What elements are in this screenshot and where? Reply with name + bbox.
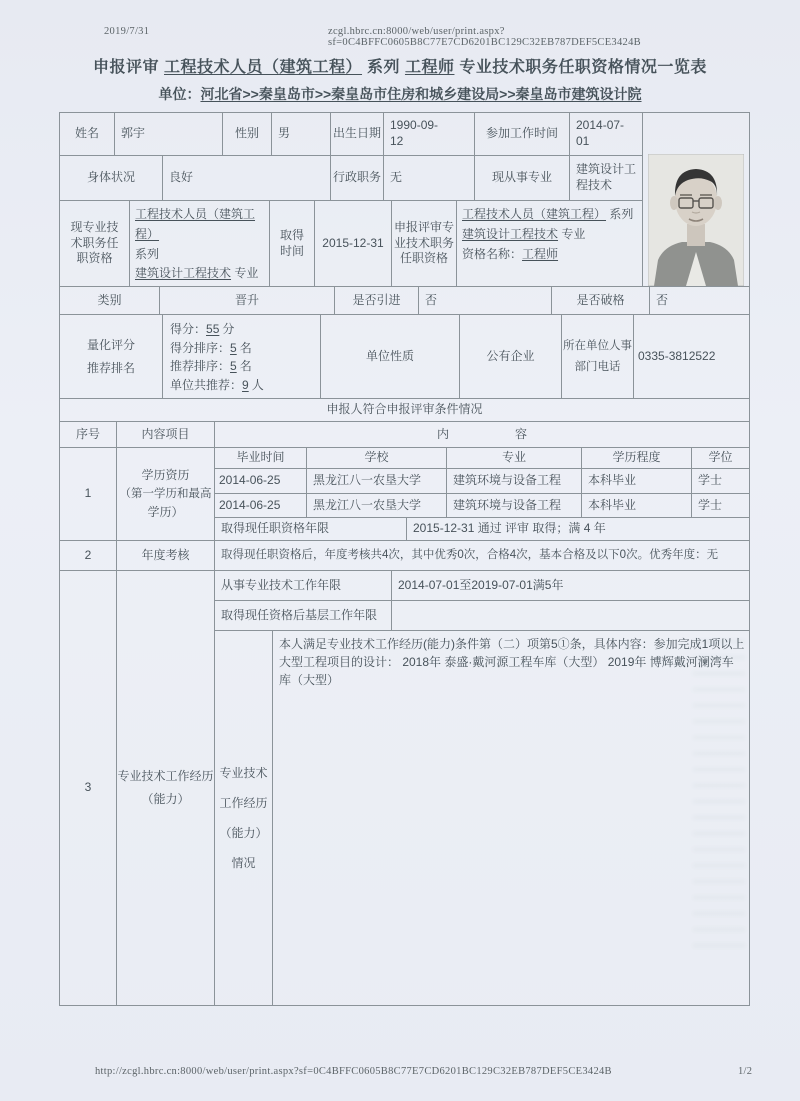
assessment-seq: 2 (60, 541, 117, 571)
score-order-line: 得分排序：5 名 (170, 340, 252, 355)
import-label: 是否引进 (335, 287, 419, 315)
portrait-image (648, 154, 744, 286)
work-start-label: 参加工作时间 (475, 113, 570, 156)
edu-header-degree: 学位 (692, 448, 750, 469)
apply-qualification-value: 工程技术人员（建筑工程） 系列 建筑设计工程技术 专业 资格名称：工程师 (457, 201, 643, 287)
edu-header-grad-date: 毕业时间 (215, 448, 307, 469)
seq-column-header: 序号 (60, 422, 117, 448)
unit-label: 单位： (158, 86, 201, 102)
print-page-number: 1/2 (738, 1066, 753, 1077)
assessment-content: 取得现任职资格后，年度考核共4次，其中优秀0次，合格4次，基本合格及以下0次。优秀年度：无 (215, 541, 750, 571)
exception-label: 是否破格 (552, 287, 650, 315)
edu-major: 建筑环境与设备工程 (447, 494, 582, 518)
obtain-time-value: 2015-12-31 (315, 201, 392, 287)
title-prefix: 申报评审 (93, 59, 160, 76)
unit-type-value: 公有企业 (460, 315, 562, 399)
section-header: 申报人符合申报评审条件情况 (60, 399, 750, 422)
qualification-form-table (59, 112, 750, 1006)
hr-phone-value: 0335-3812522 (634, 315, 750, 399)
print-footer-url: http://zcgl.hbrc.cn:8000/web/user/print.aspx?sf=0C4BFFC0605B8C77E7CD6201BC129C32EB787DEF5CE3424B (95, 1066, 612, 1077)
current-major-value: 建筑设计工程技术 (570, 156, 643, 201)
unit-path: 河北省>>秦皇岛市>>秦皇岛市住房和城乡建设局>>秦皇岛市建筑设计院 (200, 86, 642, 102)
health-value: 良好 (163, 156, 331, 201)
education-item-label: 学历资历 （第一学历和最高 学历） (117, 448, 215, 541)
title-series: 工程技术人员（建筑工程） (164, 59, 363, 76)
experience-item-label: 专业技术工作经历 （能力） (117, 571, 215, 1006)
edu-degree: 学士 (692, 469, 750, 494)
title-series-suffix: 系列 (366, 59, 400, 76)
name-value: 郭宇 (115, 113, 223, 156)
edu-school: 黑龙江八一农垦大学 (307, 469, 447, 494)
assessment-item-label: 年度考核 (117, 541, 215, 571)
work-years-value: 2014-07-01至2019-07-01满5年 (392, 571, 750, 601)
category-value: 晋升 (160, 287, 335, 315)
score-rank-label: 量化评分推荐排名 (60, 315, 163, 399)
edu-header-degree-level: 学历程度 (582, 448, 692, 469)
applicant-photo (643, 113, 750, 287)
table-row (215, 494, 750, 518)
work-start-value: 2014-07-01 (570, 113, 643, 156)
health-label: 身体状况 (60, 156, 163, 201)
recommend-order-line: 推荐排序：5 名 (170, 359, 252, 373)
score-line: 得分：55 分 (170, 322, 235, 336)
current-major-label: 现从事专业 (475, 156, 570, 201)
content-column-header: 内容 (215, 422, 750, 448)
score-rank-values (163, 315, 321, 399)
title-rank: 工程师 (404, 59, 455, 76)
experience-detail-label: 专业技术 工作经历 （能力） 情况 (215, 631, 273, 1006)
unit-type-label: 单位性质 (321, 315, 460, 399)
tenure-label: 取得现任职资格年限 (215, 518, 407, 541)
category-label: 类别 (60, 287, 160, 315)
current-qualification-label: 现专业技术职务任职资格 (60, 201, 130, 287)
edu-grad-date: 2014-06-25 (215, 469, 307, 494)
total-recommend-line: 单位共推荐：9 人 (170, 377, 264, 392)
obtain-time-label: 取得时间 (270, 201, 315, 287)
tenure-value: 2015-12-31 通过 评审 取得；满 4 年 (407, 518, 750, 541)
admin-post-label: 行政职务 (331, 156, 384, 201)
gender-label: 性别 (223, 113, 272, 156)
birth-date-label: 出生日期 (331, 113, 384, 156)
experience-detail-content: 本人满足专业技术工作经历(能力)条件第（二）项第5①条，具体内容：参加完成1项以上大型工程项目的设计： 2018年 泰盛·戴河源工程车库（大型） 2019年 博辉戴河澜湾车库（大型） (273, 631, 750, 1006)
work-years-label: 从事专业技术工作年限 (215, 571, 392, 601)
unit-line (0, 84, 800, 104)
birth-date-value: 1990-09-12 (384, 113, 475, 156)
education-seq: 1 (60, 448, 117, 541)
title-suffix: 专业技术职务任职资格情况一览表 (459, 59, 707, 76)
name-label: 姓名 (60, 113, 115, 156)
gender-value: 男 (272, 113, 331, 156)
grassroots-years-value (392, 601, 750, 631)
item-column-header: 内容项目 (117, 422, 215, 448)
print-date: 2019/7/31 (104, 26, 150, 37)
apply-qualification-label: 申报评审专业技术职务任职资格 (392, 201, 457, 287)
page-title (0, 54, 800, 77)
edu-degree-level: 本科毕业 (582, 494, 692, 518)
edu-grad-date: 2014-06-25 (215, 494, 307, 518)
current-qualification-value: 工程技术人员（建筑工程） 系列 建筑设计工程技术 专业 (130, 201, 270, 287)
import-value: 否 (419, 287, 552, 315)
edu-school: 黑龙江八一农垦大学 (307, 494, 447, 518)
grassroots-years-label: 取得现任资格后基层工作年限 (215, 601, 392, 631)
edu-degree-level: 本科毕业 (582, 469, 692, 494)
edu-major: 建筑环境与设备工程 (447, 469, 582, 494)
edu-header-major: 专业 (447, 448, 582, 469)
print-header-url: zcgl.hbrc.cn:8000/web/user/print.aspx?sf=0C4BFFC0605B8C77E7CD6201BC129C32EB787DEF5CE3424B (328, 26, 641, 48)
edu-degree: 学士 (692, 494, 750, 518)
admin-post-value: 无 (384, 156, 475, 201)
edu-header-school: 学校 (307, 448, 447, 469)
experience-seq: 3 (60, 571, 117, 1006)
exception-value: 否 (650, 287, 750, 315)
table-row (215, 469, 750, 494)
hr-phone-label: 所在单位人事部门电话 (562, 315, 634, 399)
